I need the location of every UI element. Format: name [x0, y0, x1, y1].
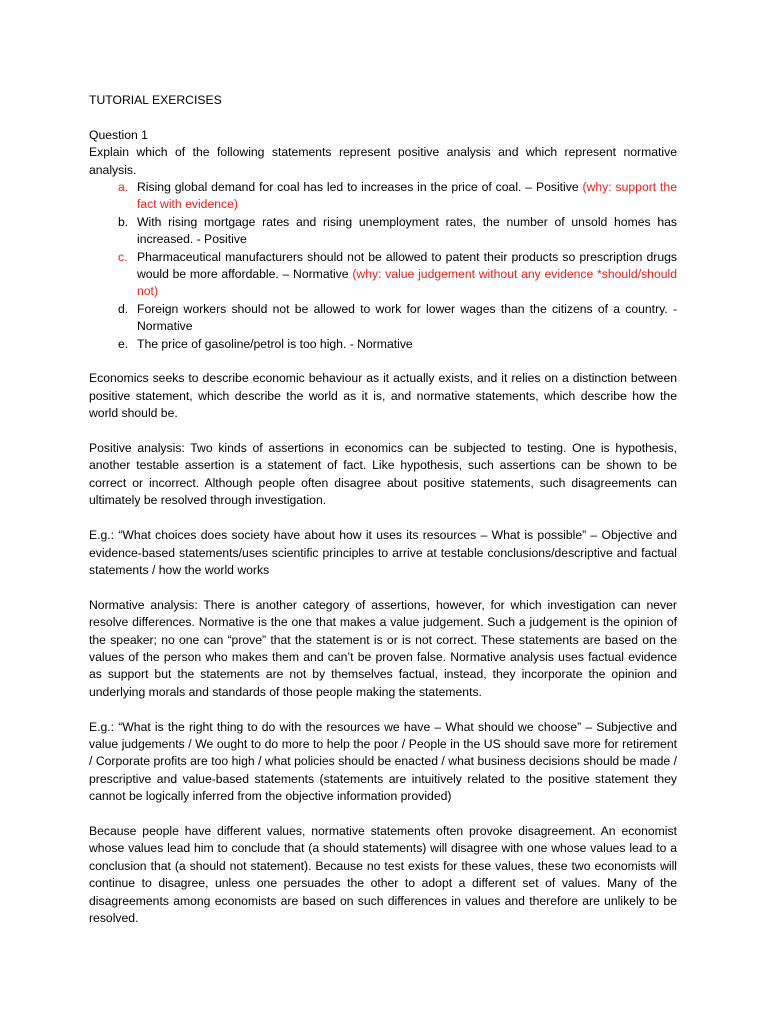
statement-text: The price of gasoline/petrol is too high. - Normative	[137, 336, 413, 351]
spacer	[89, 701, 677, 718]
conclusion-paragraph: Because people have different values, normative statements often provoke disagreement. An economist whose values lead him to conclude that (a should statements) will disagree with one whose values lead to a conclusion that (a should not statement). Because no test exists for these values, these two economists will continue to disagree, unless one persuades the other to adopt a different set of values. Many of the disagreements among economists are based on such differences in values and therefore are unlikely to be resolved.	[89, 823, 677, 925]
question-prompt: Explain which of the following statements represent positive analysis and which represent normative analysis.	[89, 145, 677, 177]
statement-text: Rising global demand for coal has led to increases in the price of coal. – Positive	[137, 180, 579, 195]
list-marker: d.	[118, 301, 129, 316]
normative-analysis-paragraph: Normative analysis: There is another category of assertions, however, for which investigation can never resolve differences. Normative is the one that makes a value judgement. Such a judgement is the opinion of the speaker; no one can “prove” that the statement is or is not correct. These statements are based on the values of the person who makes them and can’t be proven false. Normative analysis uses factual evidence as support but the statements are not by themselves factual, instead, they incorporate the opinion and underlying morals and standards of those people making the statements.	[89, 597, 677, 699]
statement-text: Pharmaceutical manufacturers should not be allowed to patent their products so prescription drugs would be more affordable. – Normative	[137, 249, 677, 282]
statement-text: Foreign workers should not be allowed to work for lower wages than the citizens of a country. - Normative	[137, 301, 677, 334]
list-marker: c.	[118, 249, 128, 264]
list-item-c	[89, 249, 677, 301]
annotation-note: (why: support the fact with evidence)	[137, 180, 677, 212]
question-heading: Question 1	[89, 127, 148, 142]
list-marker: a.	[118, 180, 129, 195]
spacer	[89, 109, 677, 126]
spacer	[89, 579, 677, 596]
annotation-note: (why: value judgement without any evidence *should/should not)	[137, 267, 677, 299]
list-marker: e.	[118, 336, 129, 351]
list-item-e	[89, 336, 677, 353]
positive-analysis-paragraph: Positive analysis: Two kinds of assertions in economics can be subjected to testing. One is hypothesis, another testable assertion is a statement of fact. Like hypothesis, such assertions can be shown to be correct or incorrect. Although people often disagree about positive statements, such disagreements can ultimately be resolved through investigation.	[89, 441, 677, 508]
document-title: TUTORIAL EXERCISES	[89, 93, 222, 107]
spacer	[89, 510, 677, 527]
statement-list	[89, 179, 677, 353]
list-item-d	[89, 301, 677, 336]
positive-example-paragraph: E.g.: “What choices does society have about how it uses its resources – What is possible” – Objective and evidence-based statements/uses scientific principles to arrive at testable conclusions/descriptive and factual statements / how the world works	[89, 528, 677, 577]
list-marker: b.	[118, 214, 129, 229]
statement-text: With rising mortgage rates and rising unemployment rates, the number of unsold homes has increased. - Positive	[137, 214, 677, 247]
spacer	[89, 353, 677, 370]
normative-example-paragraph: E.g.: “What is the right thing to do with the resources we have – What should we choose” – Subjective and value judgements / We ought to do more to help the poor / People in the US should save more for retirement / Corporate profits are too high / what policies should be enacted / what business decisions should be made / prescriptive and value-based statements (statements are intuitively related to the positive statement they cannot be logically inferred from the objective information provided)	[89, 719, 677, 804]
spacer	[89, 423, 677, 440]
intro-paragraph: Economics seeks to describe economic behaviour as it actually exists, and it relies on a distinction between positive statement, which describe the world as it is, and normative statements, which describe how the world should be.	[89, 371, 677, 421]
spacer	[89, 806, 677, 823]
list-item-a	[89, 179, 677, 214]
list-item-b	[89, 214, 677, 249]
document-page	[89, 92, 677, 927]
